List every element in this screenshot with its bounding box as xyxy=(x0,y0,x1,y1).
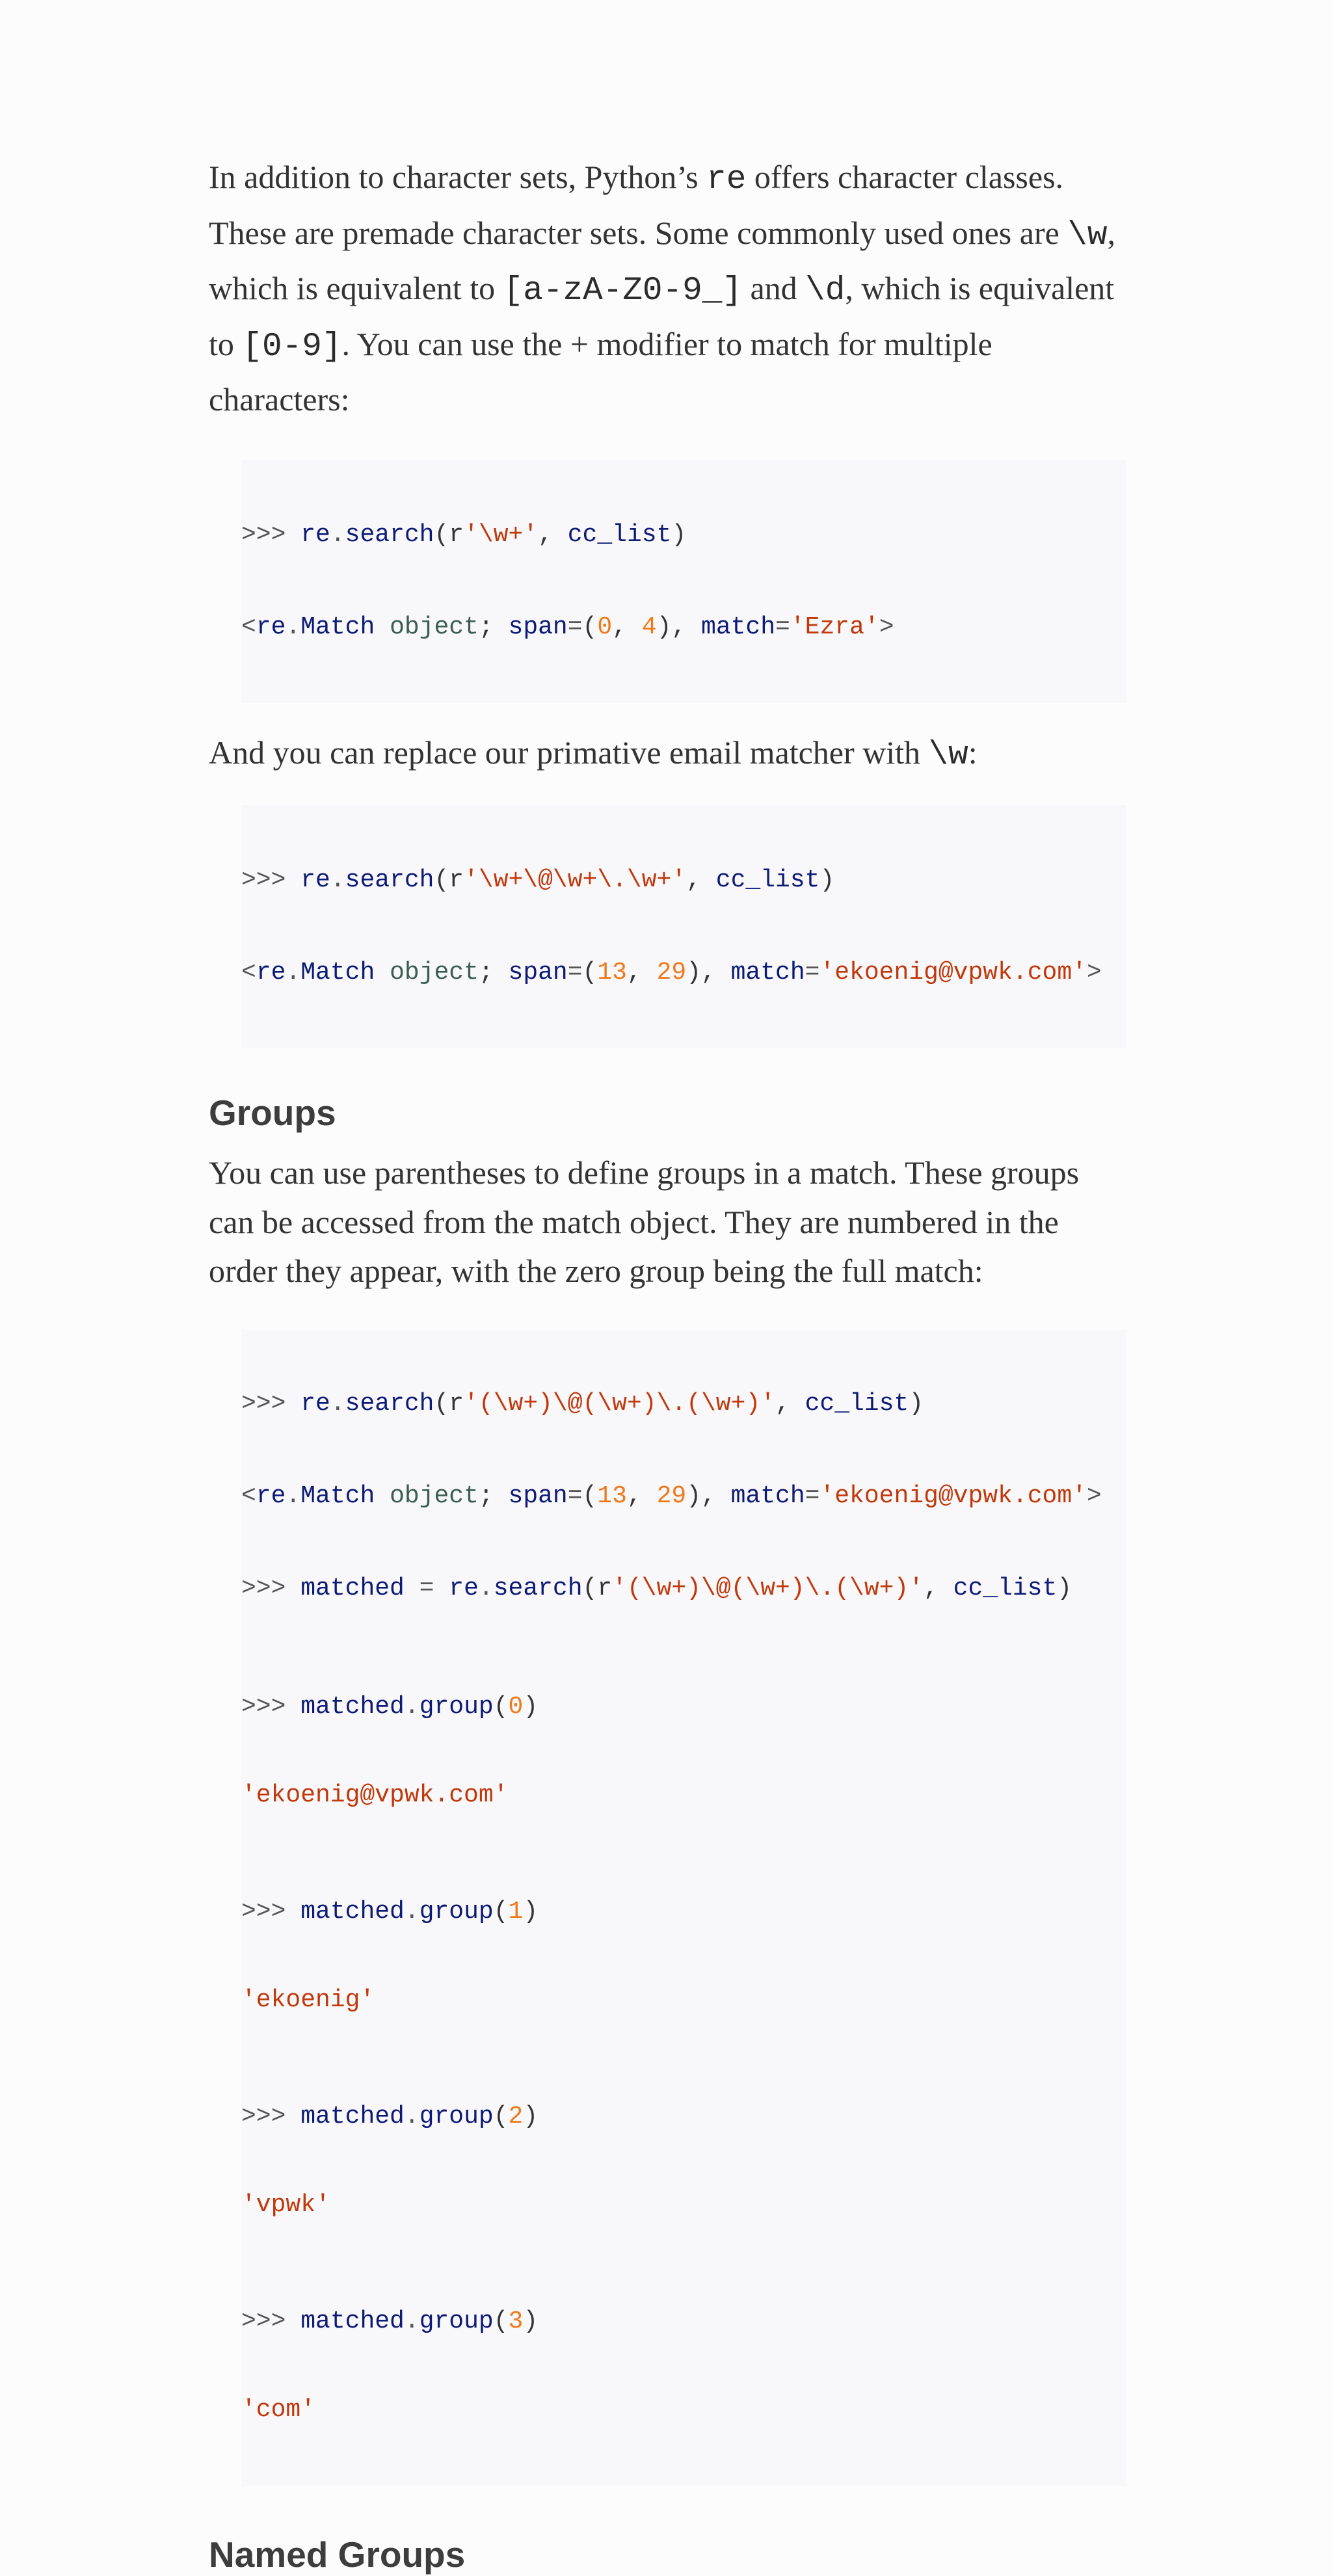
paragraph-character-classes xyxy=(209,151,1126,426)
code-block-1 xyxy=(241,460,1126,703)
argument: cc_list xyxy=(715,866,820,894)
class: Match xyxy=(300,613,375,641)
paragraph-groups: You can use parentheses to define groups in a match. These groups can be accessed from the match object. They are numbered in the order they appear, with the zero group being the full match: xyxy=(209,1154,1080,1289)
lt: < xyxy=(241,613,256,641)
module: re xyxy=(300,520,330,549)
paragraph-email-matcher xyxy=(209,726,1126,782)
assign: = xyxy=(404,1574,449,1602)
number: 2 xyxy=(508,2102,524,2131)
paren: ( xyxy=(493,2307,509,2335)
paren: ( xyxy=(582,959,598,987)
number: 13 xyxy=(597,1481,627,1510)
inline-code: re xyxy=(706,161,747,198)
lt: < xyxy=(241,959,256,987)
method: group xyxy=(419,1692,494,1721)
space xyxy=(375,959,390,987)
string: 'vpwk' xyxy=(241,2190,330,2219)
module: re xyxy=(300,1389,330,1418)
number: 1 xyxy=(508,1897,524,1926)
inline-code: \w xyxy=(1067,217,1108,254)
prompt: >>> xyxy=(241,2307,286,2335)
paren: (r xyxy=(434,866,464,894)
paren: ), xyxy=(686,959,731,987)
heading-named-groups: Named Groups xyxy=(209,2534,466,2575)
number: 29 xyxy=(656,959,687,987)
string: '\w+\@\w+\.\w+' xyxy=(464,866,687,894)
paren: ( xyxy=(582,1481,598,1510)
inline-code: [0-9] xyxy=(242,328,342,365)
dot: . xyxy=(330,520,345,549)
gt: > xyxy=(1086,1481,1102,1510)
paren: ( xyxy=(493,1692,509,1721)
string: 'ekoenig' xyxy=(241,1985,375,2014)
text: and xyxy=(741,270,806,306)
equals: = xyxy=(805,959,820,987)
paren: (r xyxy=(582,1574,613,1602)
class: Match xyxy=(300,959,375,987)
code-line xyxy=(241,2305,1126,2338)
method: group xyxy=(419,1897,494,1926)
paren: ) xyxy=(523,2307,539,2335)
module: re xyxy=(256,959,286,987)
article-content xyxy=(209,151,1126,2576)
variable: matched xyxy=(300,1897,405,1926)
dot: . xyxy=(404,1897,420,1926)
dot: . xyxy=(286,1481,301,1510)
object: object xyxy=(390,959,479,987)
comma: , xyxy=(612,613,642,641)
number: 3 xyxy=(508,2307,524,2335)
module: re xyxy=(449,1574,479,1602)
semicolon: ; xyxy=(478,613,509,641)
comma: , xyxy=(686,866,716,894)
paren: (r xyxy=(434,1389,464,1418)
lt: < xyxy=(241,1481,256,1510)
code-line xyxy=(241,1386,1126,1422)
paren: ), xyxy=(686,1481,731,1510)
variable: matched xyxy=(300,1574,405,1602)
dot: . xyxy=(478,1574,494,1602)
dot: . xyxy=(286,959,301,987)
text: , which is equivalent to xyxy=(209,270,1115,362)
string: '(\w+)\@(\w+)\.(\w+)' xyxy=(612,1574,924,1602)
comma: , xyxy=(924,1574,953,1602)
keyword: match xyxy=(701,613,776,641)
paren: ) xyxy=(523,2102,539,2131)
function: search xyxy=(345,1389,434,1418)
inline-code: [a-zA-Z0-9_] xyxy=(503,272,742,310)
function: search xyxy=(345,866,434,894)
dot: . xyxy=(404,2102,420,2131)
text: : xyxy=(968,734,978,771)
prompt: >>> xyxy=(241,2102,286,2131)
string: 'com' xyxy=(241,2395,316,2424)
code-line xyxy=(241,609,1126,646)
keyword: span xyxy=(508,959,568,987)
function: search xyxy=(345,520,434,549)
dot: . xyxy=(404,1692,420,1721)
paren: ) xyxy=(523,1692,539,1721)
paren: ( xyxy=(493,2102,509,2131)
module: re xyxy=(256,1481,286,1510)
variable: matched xyxy=(300,2307,405,2335)
keyword: span xyxy=(508,1481,568,1510)
comma: , xyxy=(626,1481,657,1510)
paren: ( xyxy=(582,613,598,641)
number: 29 xyxy=(656,1481,687,1510)
equals: = xyxy=(567,1481,583,1510)
dot: . xyxy=(330,866,345,894)
string: 'ekoenig@vpwk.com' xyxy=(241,1781,509,1809)
function: search xyxy=(493,1574,583,1602)
method: group xyxy=(419,2307,494,2335)
string: 'ekoenig@vpwk.com' xyxy=(819,1481,1087,1510)
text: offers character classes. These are premade character sets. Some commonly used ones are xyxy=(209,159,1068,251)
paren: ) xyxy=(909,1389,924,1418)
number: 13 xyxy=(597,959,627,987)
gt: > xyxy=(879,613,894,641)
text: In addition to character sets, Python’s xyxy=(209,159,707,195)
comma: , xyxy=(538,520,568,549)
prompt: >>> xyxy=(241,1389,286,1418)
variable: matched xyxy=(300,2102,405,2131)
code-output xyxy=(241,1779,1126,1812)
paren: ) xyxy=(671,520,687,549)
equals: = xyxy=(567,959,583,987)
code-line xyxy=(241,1571,1126,1607)
inline-code: \d xyxy=(805,272,846,310)
space xyxy=(375,613,390,641)
dot: . xyxy=(404,2307,420,2335)
text: . You can use the + modifier to match for multiple characters: xyxy=(209,325,992,418)
keyword: match xyxy=(730,1481,805,1510)
gt: > xyxy=(1086,959,1102,987)
comma: , xyxy=(626,959,657,987)
comma: , xyxy=(775,1389,805,1418)
code-line xyxy=(241,955,1126,991)
argument: cc_list xyxy=(805,1389,909,1418)
prompt: >>> xyxy=(241,1574,286,1602)
paren: ) xyxy=(819,866,835,894)
paren: ) xyxy=(523,1897,539,1926)
semicolon: ; xyxy=(478,1481,509,1510)
number: 0 xyxy=(508,1692,524,1721)
code-line xyxy=(241,862,1126,899)
code-line xyxy=(241,1478,1126,1515)
object: object xyxy=(390,1481,479,1510)
code-block-3 xyxy=(241,1330,1126,2486)
paren: ( xyxy=(493,1897,509,1926)
paren: ), xyxy=(656,613,702,641)
variable: matched xyxy=(300,1692,405,1721)
space xyxy=(375,1482,390,1510)
string: '\w+' xyxy=(464,520,539,549)
inline-code: \w xyxy=(928,736,968,774)
equals: = xyxy=(567,613,583,641)
prompt: >>> xyxy=(241,520,286,549)
code-line xyxy=(241,2101,1126,2133)
equals: = xyxy=(775,613,790,641)
code-output xyxy=(241,2189,1126,2222)
number: 4 xyxy=(641,613,657,641)
paren: (r xyxy=(434,520,464,549)
keyword: span xyxy=(508,613,568,641)
prompt: >>> xyxy=(241,1692,286,1721)
heading-groups: Groups xyxy=(209,1093,336,1133)
module: re xyxy=(300,866,330,894)
text: And you can replace our primative email matcher with xyxy=(209,734,929,771)
module: re xyxy=(256,613,286,641)
text: , which is equivalent to xyxy=(209,214,1116,306)
dot: . xyxy=(330,1389,345,1418)
code-line xyxy=(241,1896,1126,1928)
method: group xyxy=(419,2102,494,2131)
class: Match xyxy=(300,1481,375,1510)
object: object xyxy=(390,613,479,641)
equals: = xyxy=(805,1481,820,1510)
semicolon: ; xyxy=(478,959,509,987)
string: 'ekoenig@vpwk.com' xyxy=(819,959,1087,987)
dot: . xyxy=(286,613,301,641)
code-output xyxy=(241,1984,1126,2017)
prompt: >>> xyxy=(241,1897,286,1926)
string: '(\w+)\@(\w+)\.(\w+)' xyxy=(464,1389,775,1418)
code-line xyxy=(241,1691,1126,1723)
prompt: >>> xyxy=(241,866,286,894)
code-output xyxy=(241,2394,1126,2426)
argument: cc_list xyxy=(953,1574,1058,1602)
code-line xyxy=(241,517,1126,553)
paren: ) xyxy=(1057,1574,1072,1602)
code-block-2 xyxy=(241,805,1126,1048)
keyword: match xyxy=(730,959,805,987)
string: 'Ezra' xyxy=(790,613,879,641)
argument: cc_list xyxy=(567,520,672,549)
number: 0 xyxy=(597,613,613,641)
